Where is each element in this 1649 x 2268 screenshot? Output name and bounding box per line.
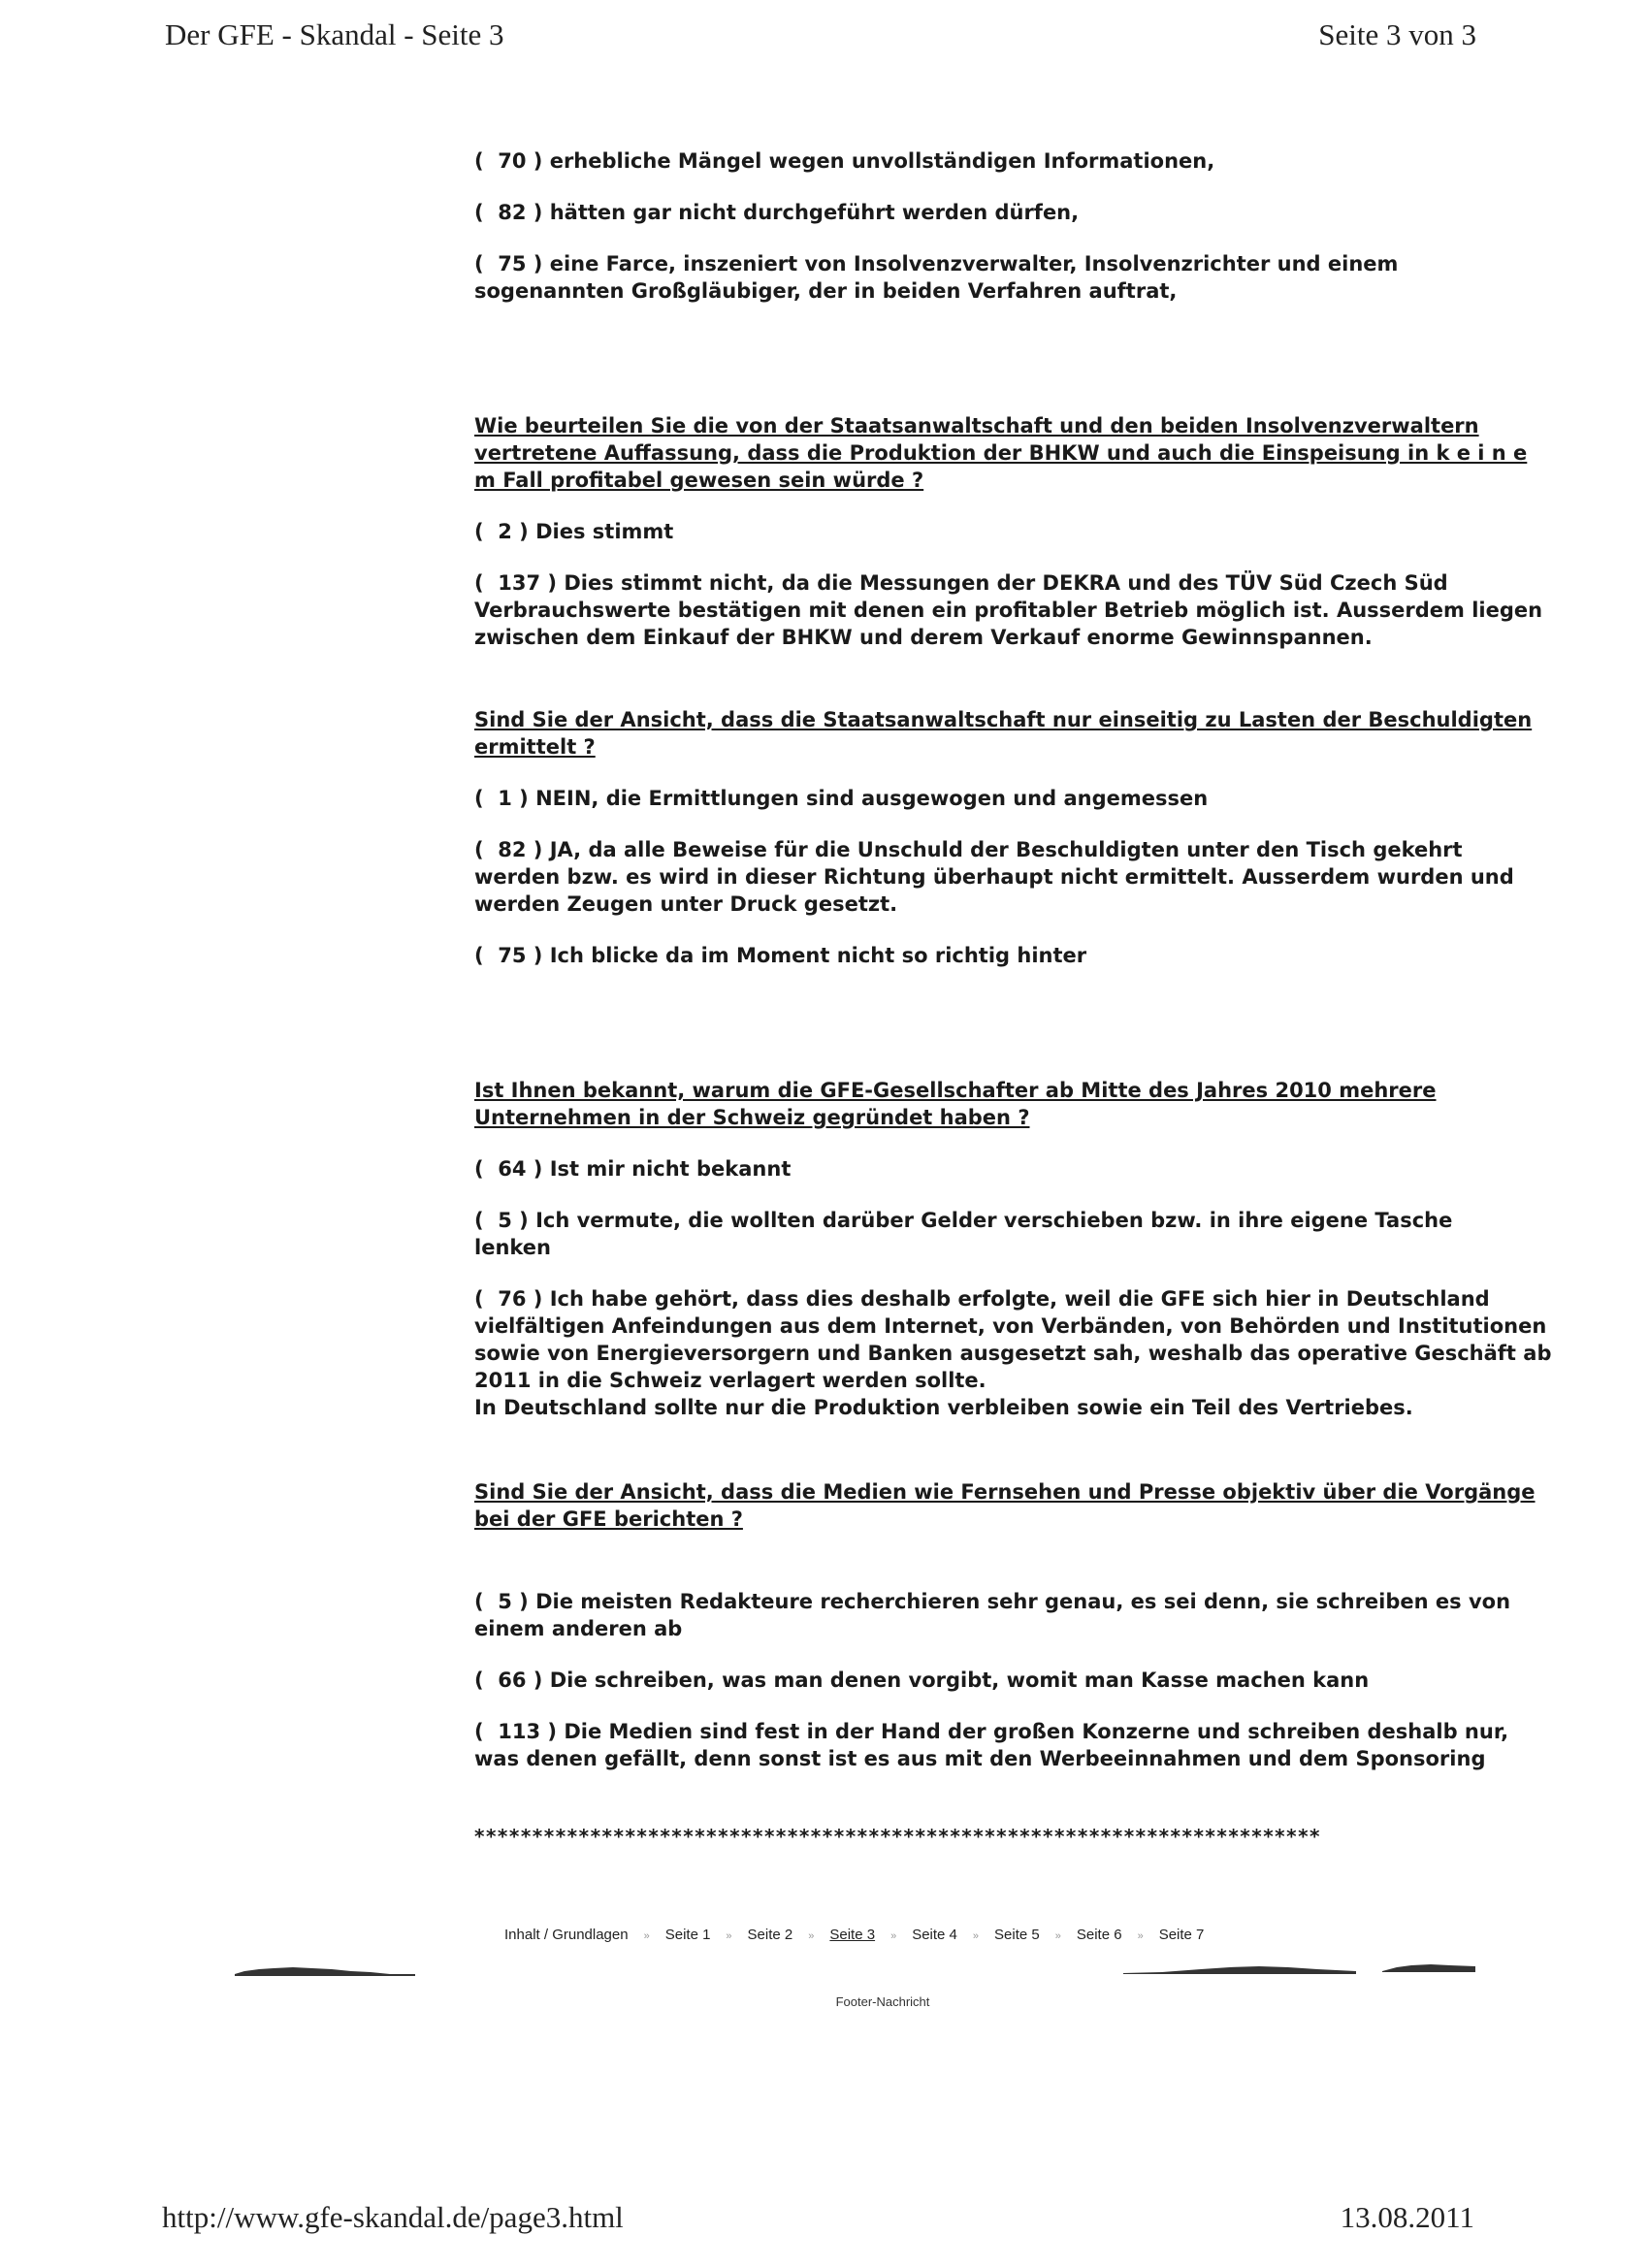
decorative-squiggle-right-b <box>1382 1960 1475 1973</box>
vote-count: 2 <box>498 520 512 543</box>
answer-text-line: was denen gefällt, denn sonst ist es aus mit den Werbeeinnahmen und dem Sponsoring <box>474 1747 1486 1770</box>
answer-item <box>474 147 1474 175</box>
print-footer-url: http://www.gfe-skandal.de/page3.html <box>162 2200 624 2234</box>
vote-count: 82 <box>498 201 527 224</box>
answer-first-line: ( 64 ) Ist mir nicht bekannt <box>474 1157 792 1181</box>
nav-separator: » <box>1054 1930 1061 1942</box>
nav-link-seite-2[interactable]: Seite 2 <box>747 1927 793 1943</box>
answer-first-line: ( 82 ) hätten gar nicht durchgeführt werden dürfen, <box>474 201 1080 224</box>
answer-text: JA, da alle Beweise für die Unschuld der Beschuldigten unter den Tisch gekehrt <box>549 838 1463 861</box>
answer-text-line: sowie von Energieversorgern und Banken ausgesetzt sah, weshalb das operative Geschäft ab <box>474 1342 1552 1365</box>
answer-text-line: Verbrauchswerte bestätigen mit denen ein profitabler Betrieb möglich ist. Ausserdem liegen <box>474 599 1543 622</box>
question-text-line: vertretene Auffassung, dass die Produktion der BHKW und auch die Einspeisung in k e i n e <box>474 441 1528 465</box>
answer-text-line: werden Zeugen unter Druck gesetzt. <box>474 892 898 916</box>
answer-first-line: ( 137 ) Dies stimmt nicht, da die Messungen der DEKRA und des TÜV Süd Czech Süd <box>474 571 1448 595</box>
answer-text-line: lenken <box>474 1236 551 1259</box>
answer-text: Die schreiben, was man denen vorgibt, womit man Kasse machen kann <box>549 1669 1370 1692</box>
question-text-line: m Fall profitabel gewesen sein würde ? <box>474 469 924 492</box>
question-text-line: Ist Ihnen bekannt, warum die GFE-Gesellschafter ab Mitte des Jahres 2010 mehrere <box>474 1079 1437 1102</box>
answer-first-line: ( 66 ) Die schreiben, was man denen vorgibt, womit man Kasse machen kann <box>474 1669 1370 1692</box>
survey-question <box>474 706 1533 761</box>
vote-count: 76 <box>498 1287 527 1311</box>
answer-item <box>474 569 1543 651</box>
answer-text-line: 2011 in die Schweiz verlagert werden sollte. <box>474 1369 986 1392</box>
answer-first-line: ( 1 ) NEIN, die Ermittlungen sind ausgewogen und angemessen <box>474 787 1209 810</box>
question-text-line: Sind Sie der Ansicht, dass die Medien wie Fernsehen und Presse objektiv über die Vorgänge <box>474 1480 1536 1504</box>
answer-item <box>474 1667 1474 1694</box>
question-text-line: Sind Sie der Ansicht, dass die Staatsanwaltschaft nur einseitig zu Lasten der Beschuldigten <box>474 708 1533 731</box>
answer-item <box>474 942 1474 969</box>
answer-item <box>474 1285 1552 1421</box>
vote-count: 75 <box>498 944 527 967</box>
survey-content <box>474 147 1552 1848</box>
answer-text-line: vielfältigen Anfeindungen aus dem Internet, von Verbänden, von Behörden und Institutionen <box>474 1314 1547 1338</box>
vote-count: 1 <box>498 787 512 810</box>
nav-separator: » <box>726 1930 732 1942</box>
vote-count: 137 <box>498 571 541 595</box>
print-footer <box>162 2200 1474 2239</box>
print-header-page-count: Seite 3 von 3 <box>1318 17 1476 51</box>
answer-text: eine Farce, inszeniert von Insolvenzverwalter, Insolvenzrichter und einem <box>549 252 1399 275</box>
answer-item <box>474 785 1474 812</box>
decorative-squiggle-left <box>235 1963 415 1977</box>
vote-count: 82 <box>498 838 527 861</box>
answer-first-line: ( 75 ) eine Farce, inszeniert von Insolvenzverwalter, Insolvenzrichter und einem <box>474 252 1399 275</box>
answer-first-line: ( 82 ) JA, da alle Beweise für die Unschuld der Beschuldigten unter den Tisch gekehrt <box>474 838 1463 861</box>
nav-link-inhalt-grundlagen[interactable]: Inhalt / Grundlagen <box>504 1927 629 1943</box>
vote-count: 70 <box>498 149 527 173</box>
answer-item <box>474 1207 1474 1261</box>
question-text-line: Unternehmen in der Schweiz gegründet haben ? <box>474 1106 1030 1129</box>
answer-first-line: ( 70 ) erhebliche Mängel wegen unvollständigen Informationen, <box>474 149 1215 173</box>
nav-link-seite-5[interactable]: Seite 5 <box>994 1927 1040 1943</box>
nav-link-seite-6[interactable]: Seite 6 <box>1076 1927 1122 1943</box>
nav-separator: » <box>643 1930 650 1942</box>
survey-question <box>474 1478 1536 1533</box>
print-header-title: Der GFE - Skandal - Seite 3 <box>165 17 504 51</box>
print-footer-date: 13.08.2011 <box>1340 2200 1474 2234</box>
nav-separator: » <box>808 1930 815 1942</box>
question-text-line: Wie beurteilen Sie die von der Staatsanwaltschaft und den beiden Insolvenzverwaltern <box>474 414 1479 437</box>
answer-text: NEIN, die Ermittlungen sind ausgewogen und angemessen <box>535 787 1209 810</box>
answer-item <box>474 836 1514 918</box>
question-text-line: bei der GFE berichten ? <box>474 1507 743 1531</box>
survey-question <box>474 1077 1474 1131</box>
answer-first-line: ( 75 ) Ich blicke da im Moment nicht so richtig hinter <box>474 944 1087 967</box>
footer-message: Footer-Nachricht <box>835 1994 930 2009</box>
answer-text-line: zwischen dem Einkauf der BHKW und derem Verkauf enorme Gewinnspannen. <box>474 626 1373 649</box>
answer-first-line: ( 5 ) Die meisten Redakteure recherchieren sehr genau, es sei denn, sie schreiben es von <box>474 1590 1511 1613</box>
answer-item <box>474 1718 1509 1772</box>
answer-text: Die meisten Redakteure recherchieren sehr genau, es sei denn, sie schreiben es von <box>535 1590 1511 1613</box>
answer-text: Ich blicke da im Moment nicht so richtig hinter <box>549 944 1087 967</box>
answer-item <box>474 1588 1511 1642</box>
answer-text-line: In Deutschland sollte nur die Produktion verbleiben sowie ein Teil des Vertriebes. <box>474 1396 1413 1419</box>
nav-separator: » <box>1137 1930 1144 1942</box>
vote-count: 75 <box>498 252 527 275</box>
star-divider: ************************************************************************* <box>474 1825 1322 1848</box>
nav-link-seite-7[interactable]: Seite 7 <box>1158 1927 1205 1943</box>
answer-text: Ist mir nicht bekannt <box>549 1157 792 1181</box>
answer-first-line: ( 2 ) Dies stimmt <box>474 520 674 543</box>
answer-text: Ich vermute, die wollten darüber Gelder verschieben bzw. in ihre eigene Tasche <box>535 1209 1453 1232</box>
answer-first-line: ( 76 ) Ich habe gehört, dass dies deshalb erfolgte, weil die GFE sich hier in Deutschland <box>474 1287 1490 1311</box>
answer-item <box>474 199 1474 226</box>
answer-text: erhebliche Mängel wegen unvollständigen Informationen, <box>549 149 1215 173</box>
answer-first-line: ( 5 ) Ich vermute, die wollten darüber Gelder verschieben bzw. in ihre eigene Tasche <box>474 1209 1453 1232</box>
answer-first-line: ( 113 ) Die Medien sind fest in der Hand der großen Konzerne und schreiben deshalb nur, <box>474 1720 1509 1743</box>
vote-count: 113 <box>498 1720 541 1743</box>
question-text-line: ermittelt ? <box>474 735 596 759</box>
vote-count: 66 <box>498 1669 527 1692</box>
answer-text-line: sogenannten Großgläubiger, der in beiden Verfahren auftrat, <box>474 279 1178 303</box>
vote-count: 5 <box>498 1209 512 1232</box>
nav-link-seite-1[interactable]: Seite 1 <box>664 1927 711 1943</box>
vote-count: 64 <box>498 1157 527 1181</box>
nav-link-seite-4[interactable]: Seite 4 <box>912 1927 957 1943</box>
vote-count: 5 <box>498 1590 512 1613</box>
answer-text: Die Medien sind fest in der Hand der großen Konzerne und schreiben deshalb nur, <box>564 1720 1509 1743</box>
survey-question <box>474 412 1528 494</box>
answer-text: hätten gar nicht durchgeführt werden dürfen, <box>549 201 1080 224</box>
answer-text: Dies stimmt nicht, da die Messungen der DEKRA und des TÜV Süd Czech Süd <box>564 571 1448 595</box>
nav-separator: » <box>890 1930 897 1942</box>
answer-item <box>474 518 1474 545</box>
print-header <box>165 17 1476 56</box>
answer-item <box>474 250 1474 305</box>
answer-text: Dies stimmt <box>535 520 674 543</box>
nav-link-seite-3[interactable]: Seite 3 <box>829 1927 876 1943</box>
answer-item <box>474 1155 1474 1183</box>
nav-separator: » <box>972 1930 980 1942</box>
answer-text-line: einem anderen ab <box>474 1617 683 1640</box>
page-navigation <box>504 1927 1204 1950</box>
answer-text-line: werden bzw. es wird in dieser Richtung überhaupt nicht ermittelt. Ausserdem wurden und <box>474 865 1514 889</box>
decorative-squiggle-right-a <box>1123 1961 1356 1975</box>
answer-text: Ich habe gehört, dass dies deshalb erfolgte, weil die GFE sich hier in Deutschland <box>549 1287 1490 1311</box>
